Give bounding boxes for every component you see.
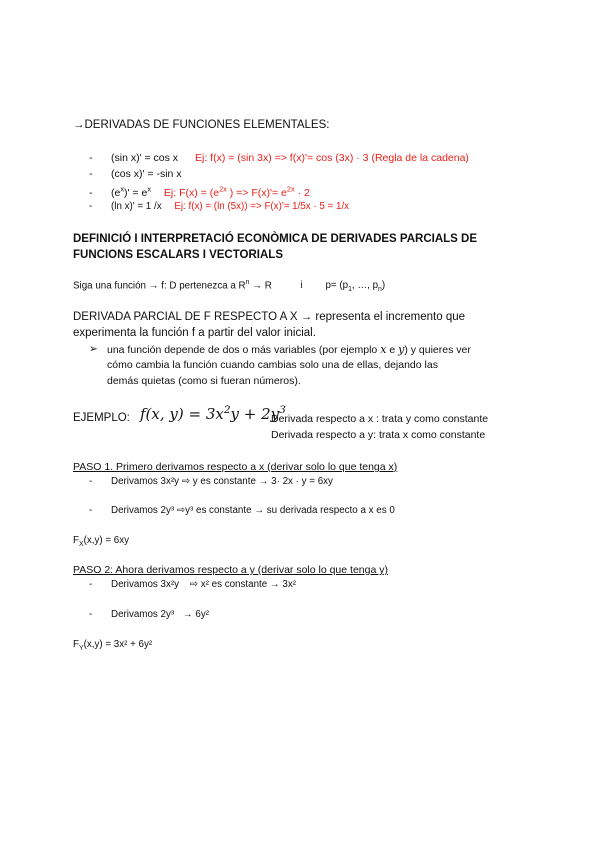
section-title-line1: DEFINICIÓ I INTERPRETACIÓ ECONÒMICA DE DERIVADES PARCIALS DE bbox=[73, 233, 478, 245]
list-item: - Derivamos 3x²y ⇨ x² es constante → 3x² bbox=[89, 579, 297, 590]
paso1-result: $F_X(x,y) = 6xy$ bbox=[73, 535, 130, 548]
bullet-arrow-icon: ➢ bbox=[89, 343, 98, 355]
example-text: Ej: $F(x) = (e^{2x}$ ) => $F(x)'= e^{2x} \cdot 2$ bbox=[163, 184, 310, 199]
paso2-title: PASO 2: Ahora derivamos respecto a y (derivar solo lo que tenga y) bbox=[73, 564, 388, 576]
list-item: - (cos x)' = -sin x bbox=[89, 168, 182, 180]
list-item: - (sin x)' = cos x Ej: f(x) = (sin 3x) => f(x)'= cos (3x) · 3 (Regla de la cadena) bbox=[89, 152, 469, 164]
bullet-line1: una función depende de dos o más variables (por ejemplo x e y) y quieres ver bbox=[107, 343, 471, 356]
list-item: - (ln x)' = 1 /x Ej: f(x) = (ln (5x)) => F(x)'= 1/5x · 5 = 1/x bbox=[89, 201, 350, 212]
list-item: - Derivamos 3x²y ⇨ y es constante → 3· 2x · y = 6xy bbox=[89, 476, 333, 487]
paso2-result: $F_Y(x,y) = 3x^2 + 6y^2$ bbox=[73, 639, 153, 652]
list-item: - $(e^x)' = e^x$ Ej: $F(x) = (e^{2x}$ ) => $F(x)'= e^{2x} \cdot 2$ bbox=[89, 184, 310, 199]
example-desc1: Derivada respecto a x : trata y como constante bbox=[271, 413, 489, 425]
arrow-icon: ⇨ bbox=[176, 505, 186, 516]
section-title-line2: FUNCIONS ESCALARS I VECTORIALS bbox=[73, 249, 283, 261]
example-text: Ej: f(x) = (ln (5x)) => F(x)'= 1/5x · 5 = 1/x bbox=[174, 201, 350, 212]
partial-def-line1: DERIVADA PARCIAL DE F RESPECTO A X → representa el incremento que bbox=[73, 311, 466, 323]
section-heading-elementales: →DERIVADAS DE FUNCIONES ELEMENTALES: bbox=[73, 119, 330, 131]
list-item: - Derivamos 2y³ → 6y² bbox=[89, 609, 210, 620]
example-desc2: Derivada respecto a y: trata x como constante bbox=[271, 429, 486, 441]
example-formula: f(x, $y) = 3x^2y + 2y^3$ bbox=[140, 404, 286, 423]
partial-def-line2: experimenta la función f a partir del valor inicial. bbox=[73, 327, 316, 339]
formula-text: $(e^x)' = e^x$ bbox=[111, 184, 151, 199]
formula-text: (ln x)' = 1 /x bbox=[111, 201, 162, 212]
bullet-line2: cómo cambia la función cuando cambias solo una de ellas, dejando las bbox=[107, 359, 438, 371]
formula-text: (cos x)' = -sin x bbox=[111, 168, 182, 180]
example-text: Ej: f(x) = (sin 3x) => f(x)'= cos (3x) · 3 (Regla de la cadena) bbox=[194, 152, 469, 164]
function-definition: Siga una función → f: D pertenezca a $R^n \to R$ i $p= (p_1$, …, $p_n$) bbox=[73, 279, 386, 294]
paso1-title: PASO 1. Primero derivamos respecto a x (derivar solo lo que tenga x) bbox=[73, 461, 398, 473]
formula-text: (sin x)' = cos x bbox=[111, 152, 179, 164]
arrow-icon: ⇨ bbox=[189, 579, 199, 590]
list-item: - Derivamos 2y³ ⇨y³ es constante → su derivada respecto a x es 0 bbox=[89, 505, 395, 516]
example-label: EJEMPLO: bbox=[73, 412, 130, 424]
bullet-line3: demás quietas (como si fueran números). bbox=[107, 375, 301, 387]
arrow-icon: ⇨ bbox=[181, 476, 191, 487]
